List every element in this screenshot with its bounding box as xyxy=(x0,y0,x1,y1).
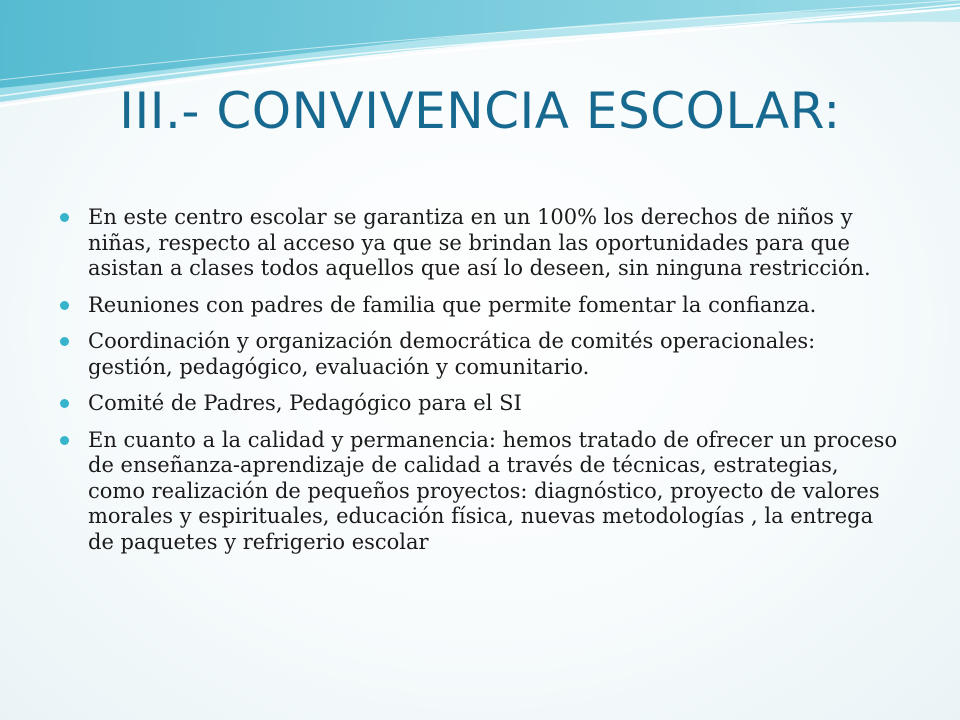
bullet-text: Comité de Padres, Pedagógico para el SI xyxy=(88,391,522,415)
bullet-dot-icon xyxy=(60,436,69,445)
bullet-item xyxy=(60,329,900,380)
bullet-dot-icon xyxy=(60,213,69,222)
bullet-dot-icon xyxy=(60,337,69,346)
slide-title: III.- CONVIVENCIA ESCOLAR: xyxy=(119,82,841,140)
bullet-item xyxy=(60,391,900,417)
bullet-item xyxy=(60,205,900,282)
bullet-text: Coordinación y organización democrática de comités operacionales: gestión, pedagógico, evaluación y comunitario. xyxy=(88,329,816,379)
bullet-list xyxy=(60,205,900,566)
bullet-text: En cuanto a la calidad y permanencia: hemos tratado de ofrecer un proceso de enseñanza-aprendizaje de calidad a través de técnicas, estrategias, como realización de pequeños proyectos: diagnóstico, proyecto de valores morales y espirituales, educación física, nuevas metodologías , la entrega de paquetes y refrigerio escolar xyxy=(88,427,898,554)
bullet-dot-icon xyxy=(60,301,69,310)
bullet-item xyxy=(60,428,900,556)
bullet-text: En este centro escolar se garantiza en un 100% los derechos de niños y niñas, respecto al acceso ya que se brindan las oportunidades para que asistan a clases todos aquellos que así lo deseen, sin ninguna restricción. xyxy=(88,205,871,280)
bullet-item xyxy=(60,293,900,319)
bullet-dot-icon xyxy=(60,399,69,408)
bullet-text: Reuniones con padres de familia que permite fomentar la confianza. xyxy=(88,292,817,317)
